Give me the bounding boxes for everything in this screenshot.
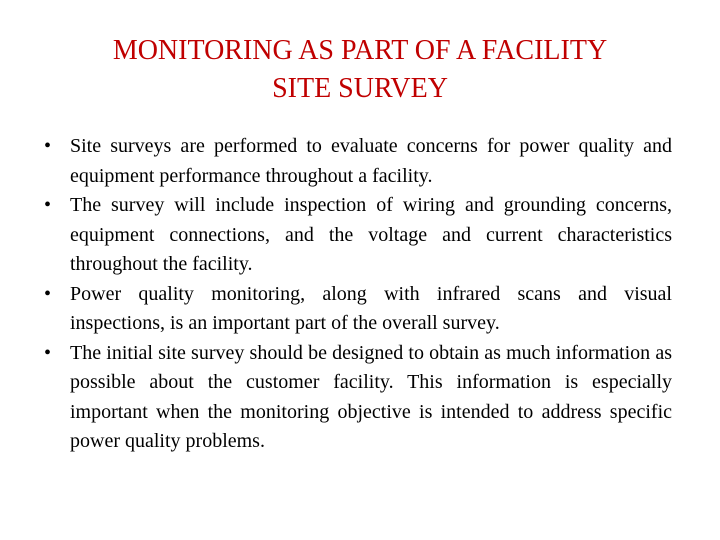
bullet-icon: • bbox=[44, 194, 52, 216]
bullet-icon: • bbox=[44, 341, 52, 364]
bullet-item bbox=[44, 191, 672, 280]
bullet-text: The initial site survey should be designed to obtain as much information as possible about the customer facility. This information is especially important when the monitoring objective is intended to address specific power quality problems. bbox=[70, 341, 672, 452]
bullet-item bbox=[44, 339, 672, 457]
bullet-text: The survey will include inspection of wiring and grounding concerns, equipment connections, and the voltage and current characteristics throughout the facility. bbox=[70, 194, 672, 275]
slide-title-line-1: MONITORING AS PART OF A FACILITY bbox=[112, 35, 608, 66]
slide-title-line-2: SITE SURVEY bbox=[272, 73, 448, 104]
bullet-item bbox=[44, 280, 672, 339]
bullet-text: Site surveys are performed to evaluate concerns for power quality and equipment performance throughout a facility. bbox=[70, 135, 672, 187]
bullet-item bbox=[44, 132, 672, 191]
slide-title bbox=[40, 32, 680, 108]
bullet-icon: • bbox=[44, 135, 52, 157]
bullet-text: Power quality monitoring, along with infrared scans and visual inspections, is an important part of the overall survey. bbox=[70, 282, 672, 334]
bullet-icon: • bbox=[44, 282, 52, 305]
bullet-list bbox=[44, 132, 672, 457]
